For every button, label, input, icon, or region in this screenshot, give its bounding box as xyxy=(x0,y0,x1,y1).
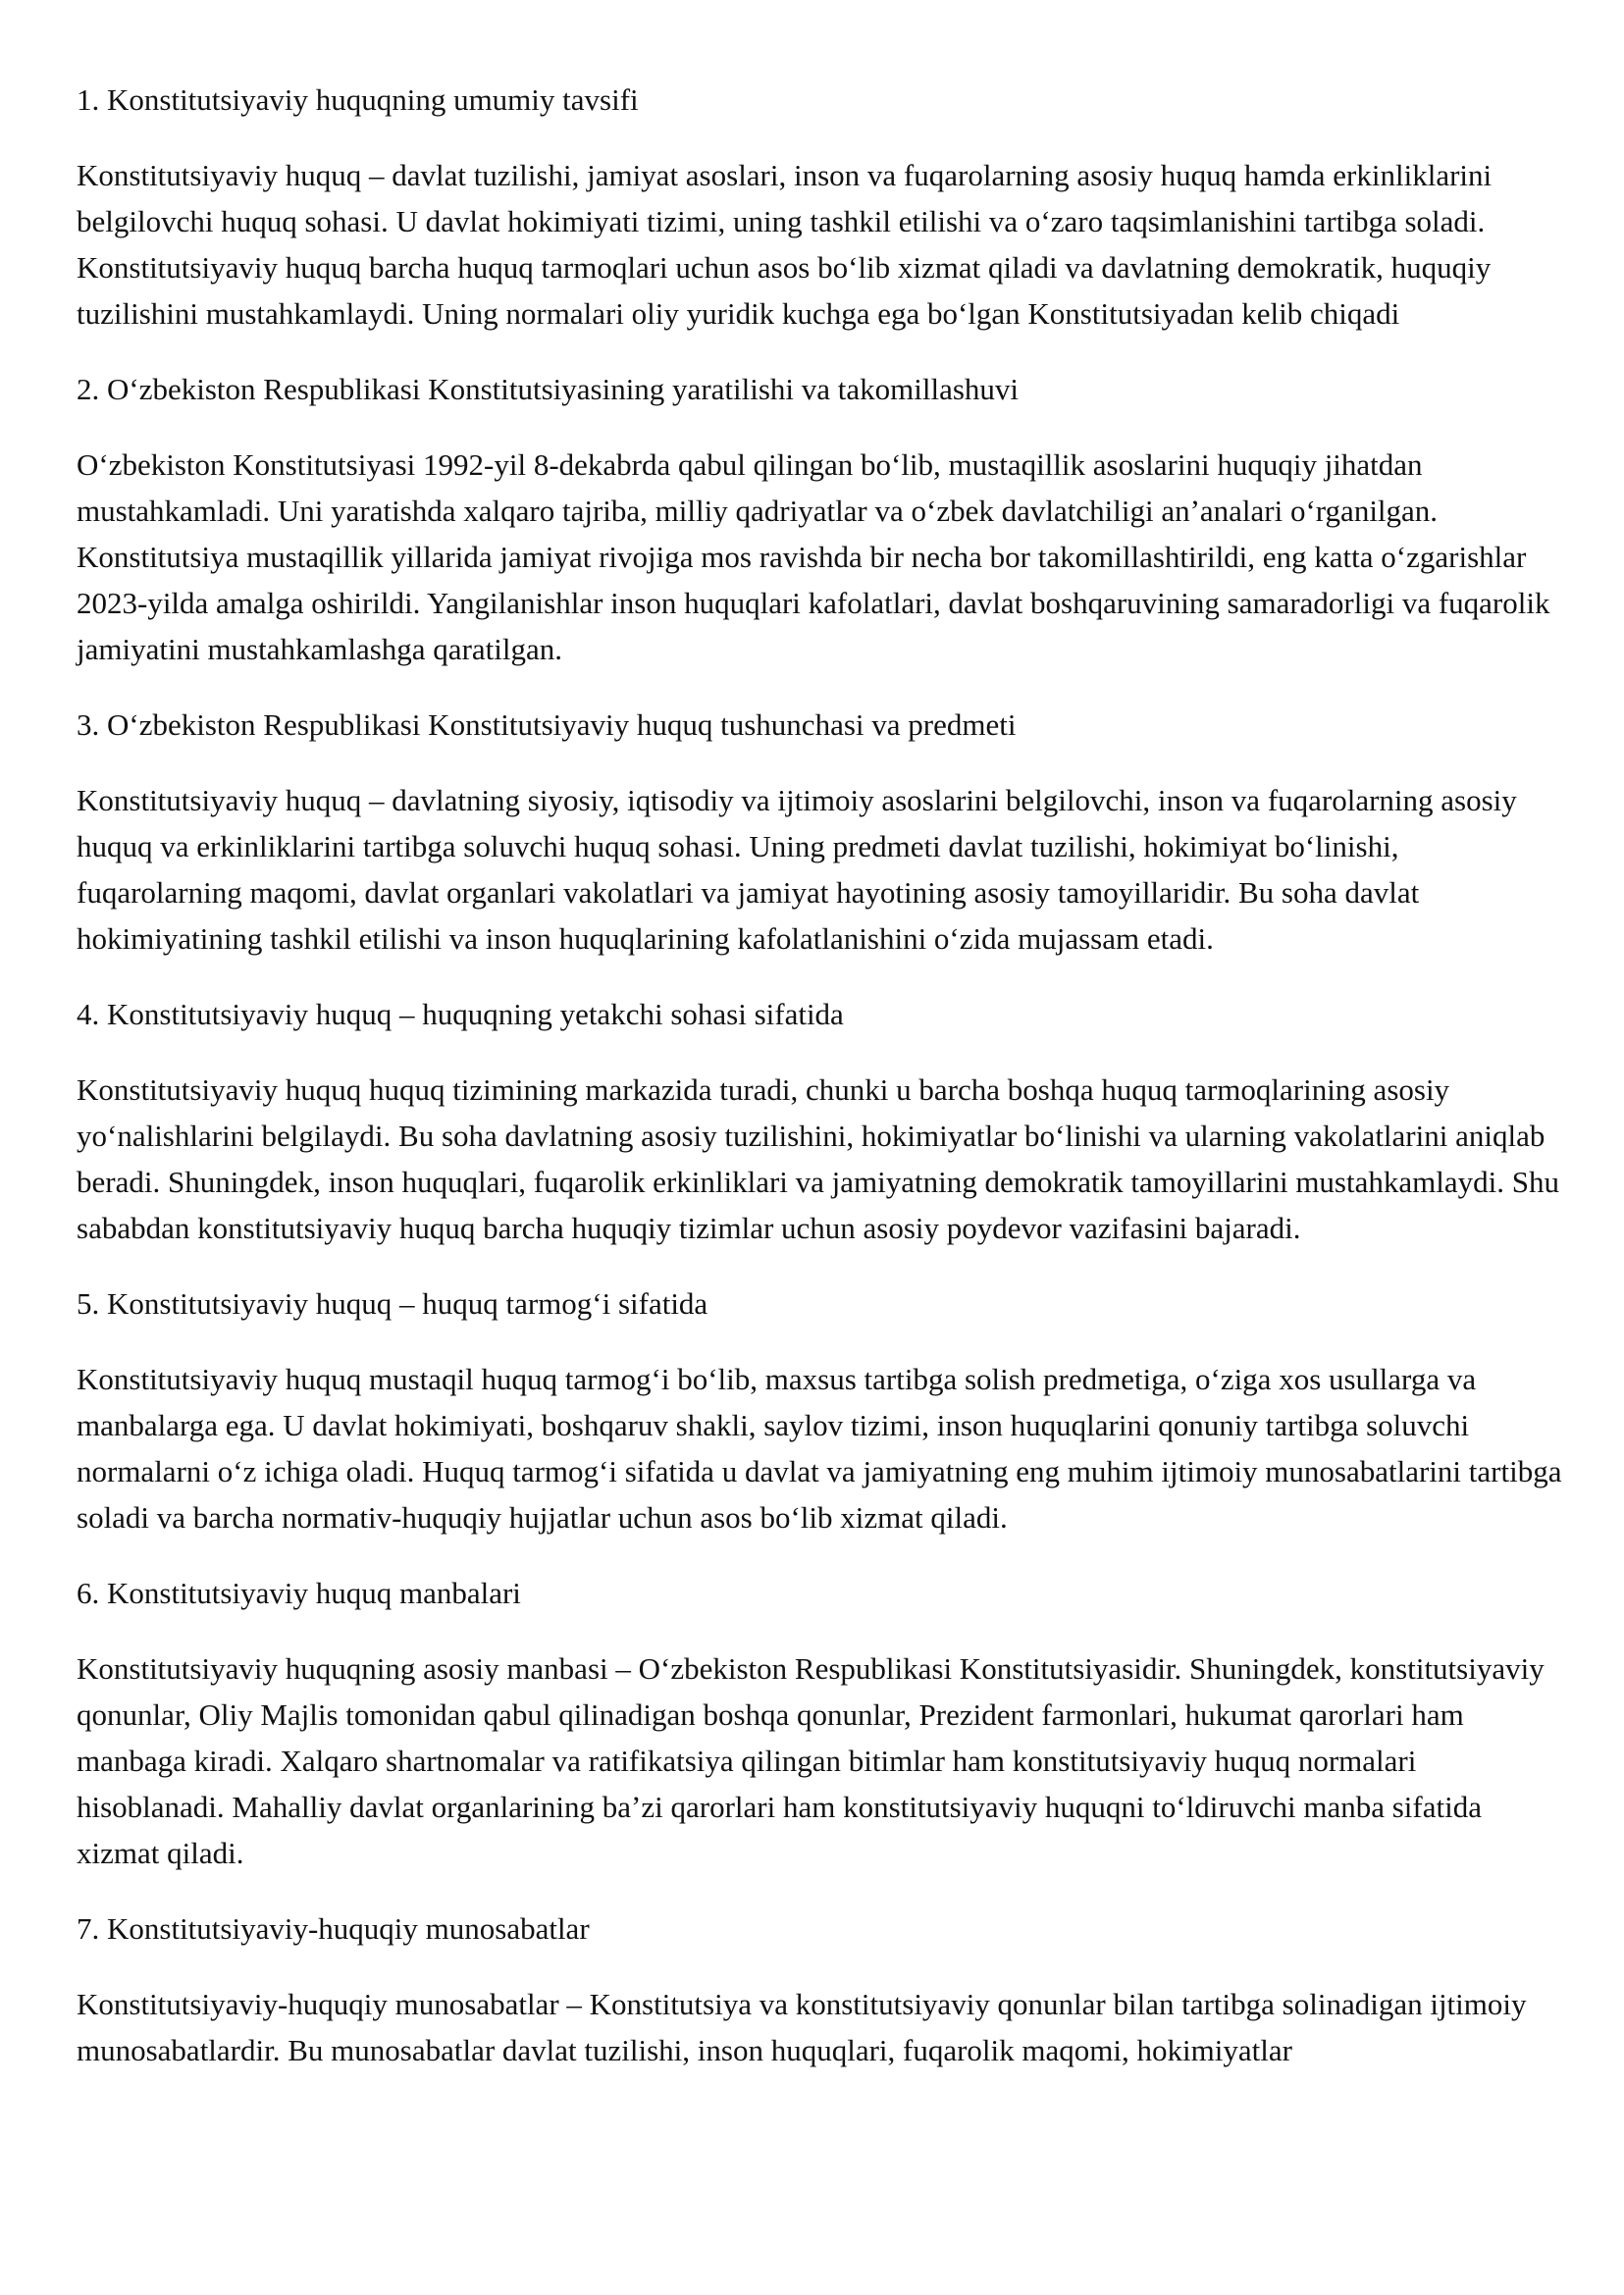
section-heading: 3. Oʻzbekiston Respublikasi Konstitutsiyaviy huquq tushunchasi va predmeti xyxy=(77,707,1017,742)
section-1 xyxy=(77,77,1568,337)
section-4 xyxy=(77,991,1568,1251)
section-paragraph: Konstitutsiyaviy huquq – davlatning siyosiy, iqtisodiy va ijtimoiy asoslarini belgilovchi, inson va fuqarolarning asosiy huquq va erkinliklarini tartibga soluvchi huquq sohasi. Uning predmeti davlat tuzilishi, hokimiyat boʻlinishi, fuqarolarning maqomi, davlat organlari vakolatlari va jamiyat hayotining asosiy tamoyillaridir. Bu soha davlat hokimiyatining tashkil etilishi va inson huquqlarining kafolatlanishini oʻzida mujassam etadi. xyxy=(77,783,1517,956)
section-heading: 2. Oʻzbekiston Respublikasi Konstitutsiyasining yaratilishi va takomillashuvi xyxy=(77,372,1020,406)
section-2 xyxy=(77,366,1568,672)
section-heading: 1. Konstitutsiyaviy huquqning umumiy tavsifi xyxy=(77,82,639,117)
section-paragraph: Konstitutsiyaviy huquqning asosiy manbasi – Oʻzbekiston Respublikasi Konstitutsiyasidir. Shuningdek, konstitutsiyaviy qonunlar, Oliy Majlis tomonidan qabul qilinadigan boshqa qonunlar, Prezident farmonlari, hukumat qarorlari ham manbaga kiradi. Xalqaro shartnomalar va ratifikatsiya qilingan bitimlar ham konstitutsiyaviy huquq normalari hisoblanadi. Mahalliy davlat organlarining baʼzi qarorlari ham konstitutsiyaviy huquqni toʻldiruvchi manba sifatida xizmat qiladi. xyxy=(77,1651,1545,1870)
section-5 xyxy=(77,1280,1568,1540)
section-paragraph: Konstitutsiyaviy huquq – davlat tuzilishi, jamiyat asoslari, inson va fuqarolarning asosiy huquq hamda erkinliklarini belgilovchi huquq sohasi. U davlat hokimiyati tizimi, uning tashkil etilishi va oʻzaro taqsimlanishini tartibga soladi. Konstitutsiyaviy huquq barcha huquq tarmoqlari uchun asos boʻlib xizmat qiladi va davlatning demokratik, huquqiy tuzilishini mustahkamlaydi. Uning normalari oliy yuridik kuchga ega boʻlgan Konstitutsiyadan kelib chiqadi xyxy=(77,158,1493,331)
section-3 xyxy=(77,702,1568,962)
section-heading: 6. Konstitutsiyaviy huquq manbalari xyxy=(77,1576,521,1610)
section-paragraph: Konstitutsiyaviy-huquqiy munosabatlar – Konstitutsiya va konstitutsiyaviy qonunlar bilan tartibga solinadigan ijtimoiy munosabatlardir. Bu munosabatlar davlat tuzilishi, inson huquqlari, fuqarolik maqomi, hokimiyatlar xyxy=(77,1987,1527,2067)
section-heading: 7. Konstitutsiyaviy-huquqiy munosabatlar xyxy=(77,1911,590,1946)
section-6 xyxy=(77,1570,1568,1876)
section-7 xyxy=(77,1905,1568,2073)
section-paragraph: Oʻzbekiston Konstitutsiyasi 1992-yil 8-dekabrda qabul qilingan boʻlib, mustaqillik asoslarini huquqiy jihatdan mustahkamladi. Uni yaratishda xalqaro tajriba, milliy qadriyatlar va oʻzbek davlatchiligi anʼanalari oʻrganilgan. Konstitutsiya mustaqillik yillarida jamiyat rivojiga mos ravishda bir necha bor takomillashtirildi, eng katta oʻzgarishlar 2023-yilda amalga oshirildi. Yangilanishlar inson huquqlari kafolatlari, davlat boshqaruvining samaradorligi va fuqarolik jamiyatini mustahkamlashga qaratilgan. xyxy=(77,447,1550,666)
section-heading: 4. Konstitutsiyaviy huquq – huquqning yetakchi sohasi sifatida xyxy=(77,997,844,1031)
section-paragraph: Konstitutsiyaviy huquq mustaqil huquq tarmogʻi boʻlib, maxsus tartibga solish predmetiga, oʻziga xos usullarga va manbalarga ega. U davlat hokimiyati, boshqaruv shakli, saylov tizimi, inson huquqlarini qonuniy tartibga soluvchi normalarni oʻz ichiga oladi. Huquq tarmogʻi sifatida u davlat va jamiyatning eng muhim ijtimoiy munosabatlarini tartibga soladi va barcha normativ-huquqiy hujjatlar uchun asos boʻlib xizmat qiladi. xyxy=(77,1362,1562,1535)
section-heading: 5. Konstitutsiyaviy huquq – huquq tarmogʻi sifatida xyxy=(77,1286,708,1321)
section-paragraph: Konstitutsiyaviy huquq huquq tizimining markazida turadi, chunki u barcha boshqa huquq tarmoqlarining asosiy yoʻnalishlarini belgilaydi. Bu soha davlatning asosiy tuzilishini, hokimiyatlar boʻlinishi va ularning vakolatlarini aniqlab beradi. Shuningdek, inson huquqlari, fuqarolik erkinliklari va jamiyatning demokratik tamoyillarini mustahkamlaydi. Shu sababdan konstitutsiyaviy huquq barcha huquqiy tizimlar uchun asosiy poydevor vazifasini bajaradi. xyxy=(77,1072,1559,1245)
document-page xyxy=(77,77,1568,2103)
